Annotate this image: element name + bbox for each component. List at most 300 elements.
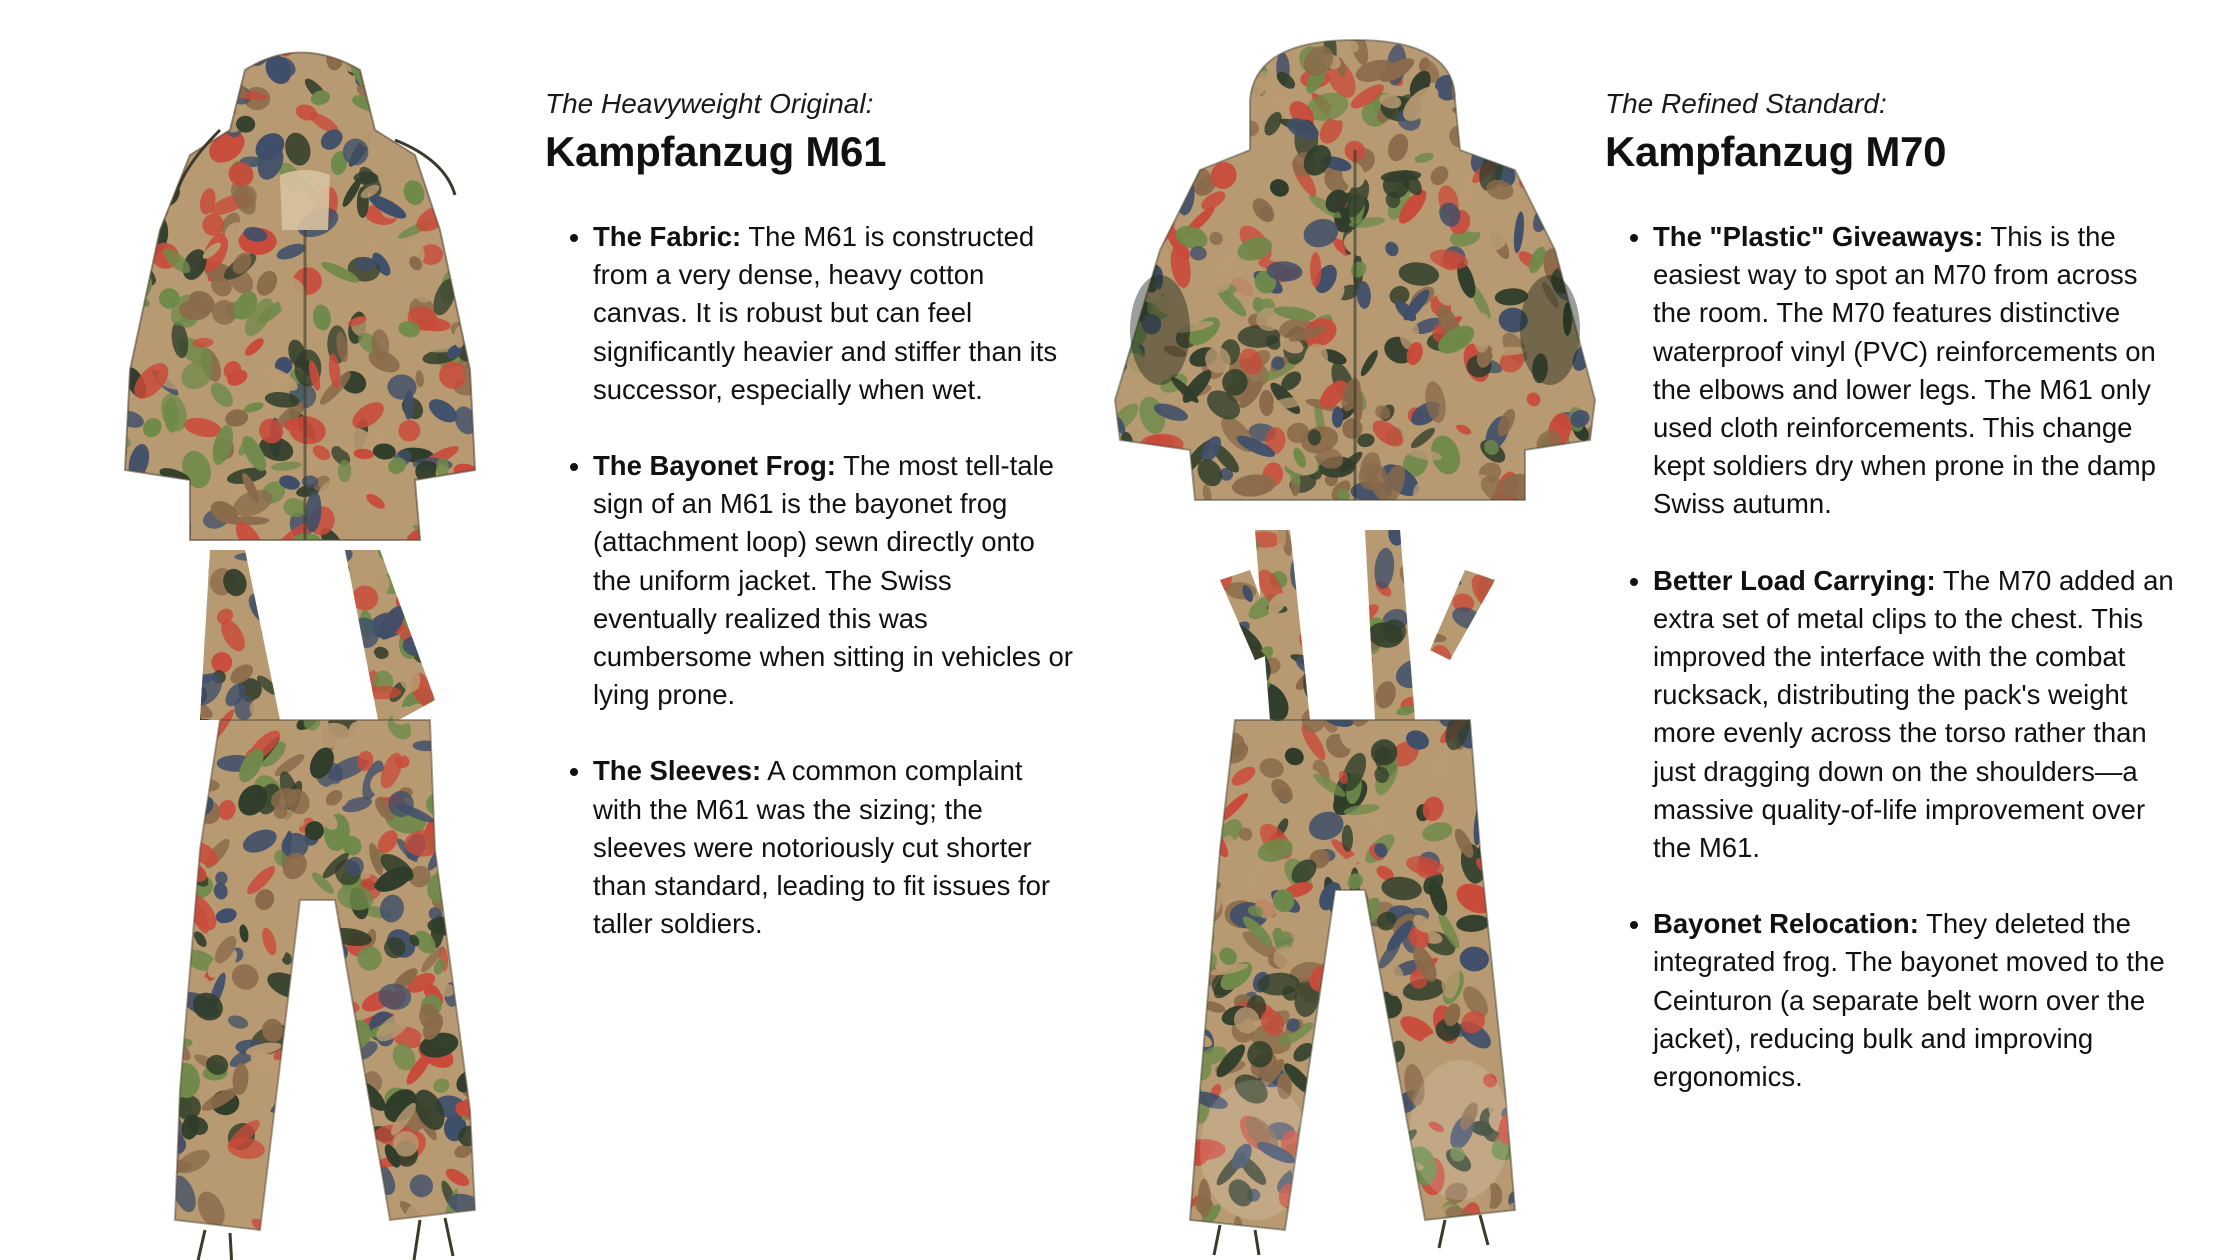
camo-blot (1422, 1230, 1449, 1260)
camo-blot (131, 159, 162, 190)
camo-blot (465, 292, 490, 323)
camo-blot (134, 684, 176, 720)
camo-blot (327, 1031, 360, 1067)
camo-blot (1171, 45, 1189, 62)
camo-blot (82, 323, 122, 364)
camo-blot (157, 994, 183, 1021)
camo-blot (488, 1138, 504, 1155)
camo-blot (120, 617, 155, 647)
camo-blot (150, 747, 174, 772)
camo-blot (79, 159, 102, 197)
camo-blot (1318, 1054, 1355, 1091)
camo-blot (455, 166, 471, 182)
camo-blot (1367, 1147, 1400, 1189)
camo-blot (76, 397, 96, 415)
camo-blot (492, 336, 519, 364)
camo-blot (1343, 651, 1375, 682)
camo-blot (142, 588, 165, 611)
camo-blot (434, 599, 473, 641)
camo-blot (1159, 630, 1190, 663)
camo-blot (1149, 117, 1193, 160)
camo-blot (323, 937, 344, 964)
camo-blot (169, 781, 200, 813)
camo-blot (1571, 112, 1606, 148)
camo-blot (84, 357, 112, 391)
camo-blot (1553, 49, 1573, 72)
camo-blot (1212, 71, 1227, 91)
camo-blot (1186, 982, 1209, 1008)
camo-blot (475, 648, 511, 682)
camo-blot (1512, 734, 1542, 772)
camo-blot (313, 588, 339, 625)
camo-blot (1327, 528, 1340, 565)
camo-blot (1089, 267, 1128, 295)
camo-blot (146, 556, 182, 584)
camo-blot (1318, 650, 1350, 685)
camo-blot (506, 493, 534, 520)
camo-blot (145, 1206, 166, 1220)
camo-blot (480, 378, 506, 417)
camo-blot (1502, 132, 1531, 157)
camo-blot (473, 484, 490, 499)
camo-blot (466, 648, 508, 676)
camo-blot (447, 1211, 480, 1235)
camo-blot (1187, 709, 1202, 725)
camo-blot (1303, 662, 1327, 702)
camo-blot (429, 117, 462, 151)
camo-blot (190, 488, 224, 500)
camo-blot (462, 229, 491, 253)
point-text: The M61 is constructed from a very dense, heavy cotton canvas. It is robust but can feel significantly heavier and stiffer than its successor, especially when wet. (593, 221, 1058, 405)
camo-blot (1207, 51, 1223, 72)
camo-blot (1236, 552, 1252, 573)
list-item (1653, 562, 2180, 868)
camo-blot (457, 1217, 502, 1260)
camo-blot (1569, 72, 1594, 97)
camo-blot (1567, 210, 1602, 250)
camo-blot (147, 1158, 172, 1192)
camo-blot (1479, 621, 1525, 658)
camo-blot (367, 1148, 377, 1179)
camo-blot (407, 597, 435, 625)
camo-blot (1486, 82, 1522, 112)
camo-blot (288, 550, 302, 567)
camo-blot (452, 612, 472, 636)
camo-blot (442, 740, 474, 777)
camo-blot (271, 657, 306, 686)
camo-blot (69, 84, 80, 108)
camo-blot (227, 31, 259, 63)
camo-blot (114, 1230, 147, 1260)
camo-blot (1566, 474, 1581, 509)
camo-blot (1515, 532, 1556, 580)
camo-blot (1314, 1130, 1328, 1147)
camo-blot (1100, 230, 1127, 258)
camo-blot (1542, 90, 1580, 128)
camo-blot (295, 1062, 332, 1100)
camo-blot (321, 21, 344, 59)
camo-blot (1111, 277, 1139, 294)
camo-blot (81, 392, 104, 422)
camo-blot (1481, 831, 1501, 851)
camo-blot (86, 462, 123, 483)
camo-blot (484, 218, 501, 252)
camo-blot (300, 1012, 331, 1039)
camo-blot (1530, 816, 1559, 857)
camo-blot (331, 1116, 353, 1140)
camo-blot (445, 633, 467, 652)
camo-blot (1155, 773, 1183, 805)
camo-blot (1182, 513, 1211, 554)
camo-blot (320, 551, 335, 577)
camo-blot (460, 785, 477, 813)
camo-blot (150, 980, 167, 998)
point-label: The Bayonet Frog: (593, 450, 836, 482)
camo-blot (177, 770, 193, 786)
camo-blot (1210, 702, 1234, 722)
camo-blot (405, 90, 437, 112)
point-label: The Fabric: (593, 221, 742, 252)
camo-blot (497, 379, 529, 408)
point-text: A common complaint with the M61 was the sizing; the sleeves were notoriously cut shorter than standard, leading to fit issues for taller soldiers. (593, 755, 1051, 940)
camo-blot (459, 821, 505, 848)
camo-blot (1227, 629, 1241, 646)
camo-blot (162, 76, 186, 102)
camo-blot (516, 408, 533, 426)
camo-blot (1321, 1004, 1351, 1026)
camo-blot (1138, 22, 1167, 63)
camo-blot (322, 1091, 352, 1112)
camo-blot (498, 80, 520, 111)
camo-blot (170, 34, 188, 74)
camo-blot (470, 101, 501, 144)
camo-blot (1169, 797, 1205, 826)
camo-blot (1123, 446, 1145, 467)
camo-blot (1497, 892, 1537, 928)
camo-blot (483, 198, 522, 233)
camo-blot (1362, 1135, 1396, 1166)
camo-blot (1517, 62, 1545, 92)
camo-blot (61, 254, 91, 283)
camo-blot (1323, 553, 1346, 574)
camo-blot (73, 171, 82, 185)
camo-blot (109, 360, 127, 379)
m61-title: Kampfanzug M61 (545, 128, 887, 175)
camo-blot (494, 141, 517, 160)
camo-blot (459, 985, 485, 1008)
camo-blot (1161, 1045, 1180, 1071)
camo-blot (1482, 810, 1523, 854)
camo-blot (1327, 664, 1360, 710)
camo-blot (73, 533, 91, 551)
m70-description (1605, 88, 2180, 1134)
camo-blot (69, 150, 86, 162)
camo-blot (274, 603, 305, 635)
camo-blot (121, 1087, 145, 1112)
camo-blot (1110, 280, 1131, 301)
camo-blot (1146, 173, 1189, 202)
camo-blot (1352, 1033, 1380, 1078)
camo-blot (1156, 457, 1169, 496)
camo-blot (1334, 906, 1361, 928)
camo-blot (469, 75, 498, 120)
camo-blot (1177, 875, 1221, 893)
camo-blot (1434, 530, 1466, 574)
camo-blot (1494, 671, 1532, 707)
camo-blot (169, 864, 188, 884)
camo-blot (1497, 137, 1511, 166)
camo-blot (398, 568, 421, 608)
m70-trousers-photo (1160, 530, 1545, 1250)
camo-blot (1220, 525, 1234, 567)
camo-blot (1300, 539, 1332, 569)
camo-blot (55, 153, 88, 181)
camo-blot (1514, 1098, 1533, 1124)
camo-blot (1372, 1236, 1392, 1260)
camo-blot (1531, 1161, 1557, 1205)
camo-blot (472, 937, 510, 958)
camo-blot (281, 1056, 316, 1080)
camo-blot (1095, 277, 1122, 297)
camo-blot (1160, 453, 1179, 474)
camo-blot (1143, 76, 1182, 111)
camo-blot (1329, 633, 1353, 651)
camo-blot (468, 1225, 500, 1260)
camo-blot (343, 1185, 371, 1212)
camo-blot (322, 1182, 357, 1211)
camo-blot (1309, 1081, 1347, 1099)
camo-blot (1351, 1167, 1378, 1202)
camo-blot (1507, 521, 1541, 555)
camo-blot (1110, 200, 1133, 213)
camo-blot (1124, 61, 1149, 87)
camo-blot (1113, 126, 1142, 154)
camo-blot (1325, 1195, 1343, 1213)
camo-blot (296, 1028, 329, 1064)
camo-blot (1354, 627, 1365, 666)
camo-blot (426, 510, 443, 526)
camo-blot (121, 670, 141, 687)
camo-blot (507, 406, 522, 433)
camo-blot (90, 149, 126, 182)
camo-blot (1368, 1090, 1388, 1112)
camo-blot (293, 1091, 304, 1104)
camo-blot (68, 470, 89, 499)
camo-blot (517, 43, 549, 79)
camo-blot (1309, 1236, 1346, 1247)
camo-blot (79, 433, 112, 463)
point-text: They deleted the integrated frog. The bayonet moved to the Ceinturon (a separate belt worn over the jacket), reducing bulk and improving ergonomics. (1653, 908, 2165, 1093)
camo-blot (1156, 1090, 1193, 1128)
camo-blot (1346, 1065, 1366, 1092)
camo-blot (1108, 191, 1130, 212)
camo-blot (142, 611, 177, 644)
camo-blot (253, 35, 266, 52)
camo-blot (1123, 209, 1159, 238)
m61-trousers-photo (130, 550, 500, 1250)
camo-blot (1318, 1091, 1333, 1131)
camo-blot (389, 31, 418, 62)
camo-blot (1364, 1116, 1397, 1157)
camo-blot (1510, 1133, 1552, 1165)
camo-blot (120, 655, 158, 681)
camo-blot (1481, 852, 1504, 883)
camo-blot (1502, 649, 1529, 685)
camo-blot (1502, 550, 1522, 573)
camo-blot (1371, 1125, 1394, 1149)
camo-blot (1486, 76, 1512, 99)
camo-blot (1511, 884, 1558, 922)
camo-blot (1103, 52, 1116, 72)
camo-blot (429, 78, 467, 118)
camo-blot (1202, 74, 1224, 98)
camo-blot (1139, 464, 1182, 510)
point-label: The "Plastic" Giveaways: (1653, 221, 1984, 252)
camo-blot (86, 218, 124, 237)
camo-blot (177, 718, 216, 731)
camo-blot (1318, 1038, 1359, 1056)
camo-blot (1098, 213, 1138, 253)
m61-points-list (545, 218, 1075, 943)
camo-blot (1471, 723, 1507, 757)
camo-blot (1343, 1168, 1374, 1192)
camo-blot (401, 35, 436, 80)
camo-blot (1552, 159, 1573, 174)
camo-blot (1578, 499, 1598, 518)
camo-blot (483, 720, 503, 741)
camo-blot (94, 41, 110, 56)
camo-blot (1194, 70, 1226, 90)
camo-blot (119, 56, 143, 71)
list-item (593, 447, 1075, 714)
camo-blot (387, 55, 408, 71)
camo-blot (1321, 564, 1362, 613)
camo-blot (1097, 51, 1135, 89)
camo-blot (482, 1006, 503, 1043)
camo-blot (1143, 885, 1182, 913)
camo-blot (113, 575, 158, 619)
camo-blot (1327, 1031, 1361, 1079)
camo-blot (1549, 50, 1581, 80)
camo-blot (1162, 898, 1190, 915)
camo-blot (148, 1104, 166, 1130)
camo-blot (435, 726, 464, 756)
camo-blot (1530, 1163, 1548, 1183)
camo-blot (80, 253, 115, 273)
camo-blot (178, 93, 208, 121)
camo-blot (1211, 105, 1251, 150)
camo-blot (414, 554, 431, 585)
camo-blot (471, 600, 501, 612)
camo-blot (1146, 59, 1190, 106)
camo-blot (283, 1202, 314, 1227)
camo-blot (476, 492, 498, 512)
camo-blot (1519, 796, 1563, 834)
camo-blot (313, 1169, 352, 1210)
camo-blot (74, 262, 104, 293)
point-text: The M70 added an extra set of metal clips to the chest. This improved the interface with the combat rucksack, distributing the pack's weight more evenly across the torso rather than just dragging down on the shoulders—a massive quality-of-life improvement over the M61. (1653, 564, 2174, 864)
camo-blot (1310, 252, 1321, 287)
camo-blot (524, 347, 546, 376)
camo-blot (139, 1110, 175, 1131)
camo-blot (1556, 135, 1589, 170)
camo-blot (489, 449, 510, 487)
camo-blot (1501, 868, 1536, 901)
camo-blot (1194, 107, 1230, 146)
camo-blot (473, 837, 515, 880)
camo-blot (1183, 680, 1218, 715)
camo-blot (135, 507, 163, 539)
camo-blot (153, 512, 192, 533)
camo-blot (1171, 1228, 1205, 1243)
camo-blot (111, 473, 150, 510)
camo-blot (468, 141, 494, 171)
camo-blot (1303, 1207, 1341, 1240)
camo-blot (151, 800, 190, 843)
camo-blot (301, 1028, 330, 1070)
camo-blot (1313, 616, 1348, 651)
camo-blot (1185, 877, 1208, 903)
camo-blot (135, 483, 165, 511)
camo-blot (462, 299, 484, 317)
camo-blot (1334, 1218, 1353, 1237)
camo-blot (1150, 556, 1188, 594)
camo-blot (334, 652, 359, 675)
camo-blot (1483, 638, 1504, 649)
camo-blot (1492, 906, 1514, 936)
camo-blot (416, 493, 459, 535)
camo-blot (297, 596, 334, 621)
camo-blot (286, 624, 309, 646)
camo-blot (512, 199, 546, 226)
camo-blot (287, 675, 317, 721)
camo-blot (1497, 720, 1523, 741)
camo-blot (1170, 817, 1192, 840)
camo-blot (1304, 1125, 1347, 1159)
camo-blot (467, 566, 498, 584)
camo-blot (1440, 552, 1456, 568)
camo-blot (1169, 1012, 1181, 1034)
camo-blot (1162, 538, 1188, 565)
camo-blot (439, 123, 468, 157)
camo-blot (516, 51, 557, 80)
point-text: This is the easiest way to spot an M70 from across the room. The M70 features distinctive waterproof vinyl (PVC) reinforcements on the elbows and lower legs. The M61 only used cloth reinforcements. This change kept soldiers dry when prone in the damp Swiss autumn. (1653, 221, 2156, 520)
camo-blot (186, 551, 211, 586)
camo-blot (151, 1223, 170, 1243)
camo-blot (393, 579, 410, 607)
camo-blot (475, 33, 504, 65)
camo-blot (1481, 112, 1500, 128)
camo-blot (526, 62, 552, 87)
camo-blot (76, 516, 91, 544)
camo-blot (1136, 89, 1163, 117)
camo-blot (1329, 1142, 1353, 1166)
camo-blot (1491, 704, 1521, 729)
camo-blot (487, 1005, 512, 1037)
camo-blot (1494, 682, 1521, 710)
camo-blot (183, 91, 211, 120)
camo-blot (128, 847, 155, 865)
camo-blot (143, 497, 168, 527)
camo-blot (424, 46, 449, 73)
camo-blot (1172, 59, 1195, 86)
camo-blot (81, 172, 112, 200)
camo-blot (512, 67, 545, 86)
camo-blot (472, 485, 496, 509)
camo-blot (278, 634, 299, 660)
camo-blot (61, 209, 102, 242)
camo-blot (134, 586, 168, 622)
